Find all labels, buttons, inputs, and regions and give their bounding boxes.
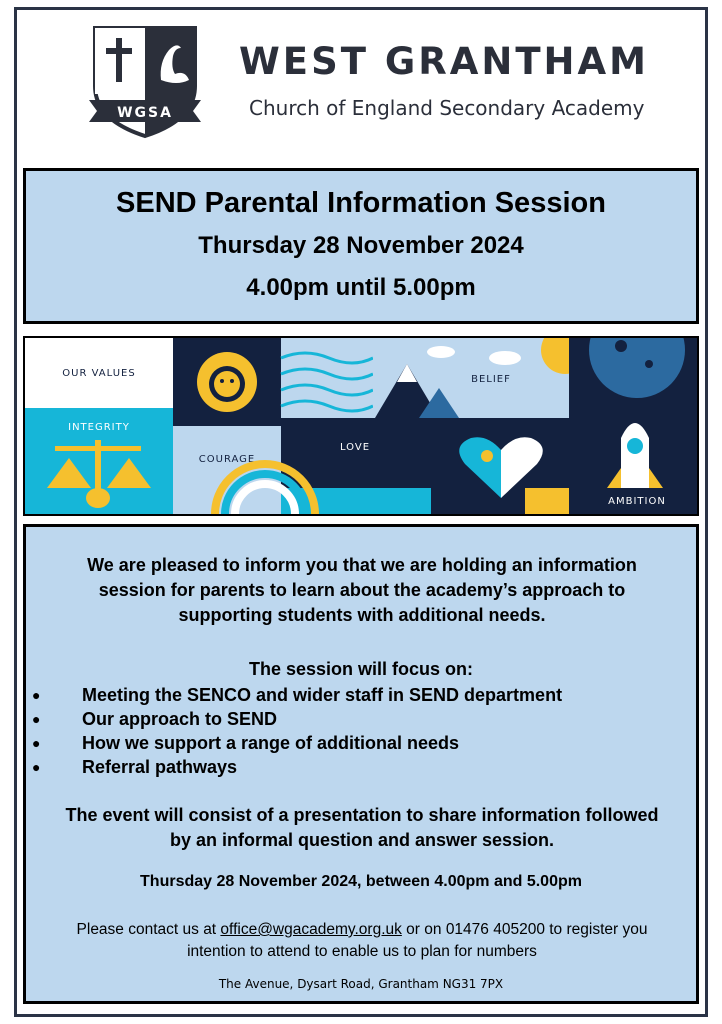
bullet-icon: ● [32, 759, 41, 775]
school-subtitle: Church of England Secondary Academy [249, 96, 645, 120]
values-banner [23, 336, 699, 516]
list-item: ● How we support a range of additional needs [32, 733, 460, 753]
courage-label: COURAGE [198, 454, 256, 465]
contact-text: Please contact us at office@wgacademy.org.uk or on 01476 405200 to register you intention to attend to enable us to plan for numbers [76, 921, 648, 960]
our-values-label: OUR VALUES [62, 368, 136, 379]
school-crest-logo [89, 24, 201, 140]
session-heading: SEND Parental Information Session [116, 187, 606, 219]
session-time: 4.00pm until 5.00pm [246, 274, 476, 301]
event-description: The event will consist of a presentation to share information followed by an informal question and answer session. [65, 805, 659, 850]
information-box [23, 524, 699, 1004]
list-item: ● Our approach to SEND [32, 709, 278, 729]
lion-icon [197, 352, 257, 412]
belief-label: BELIEF [471, 374, 511, 385]
school-address: The Avenue, Dysart Road, Grantham NG31 7PX [218, 977, 504, 991]
focus-title: The session will focus on: [248, 659, 474, 679]
focus-list [26, 683, 696, 779]
flyer-page [14, 7, 708, 1017]
header [17, 10, 705, 160]
integrity-label: INTEGRITY [68, 422, 130, 433]
love-label: LOVE [339, 442, 371, 453]
email-link[interactable]: office@wgacademy.org.uk [220, 921, 402, 938]
values-illustration [25, 338, 697, 514]
bullet-icon: ● [32, 711, 41, 727]
ambition-label: AMBITION [608, 496, 666, 507]
crest-text: WGSA [117, 105, 173, 121]
bullet-icon: ● [32, 735, 41, 751]
bullet-icon: ● [32, 687, 41, 703]
intro-paragraph: We are pleased to inform you that we are holding an information session for parents to learn about the academy’s approach to supporting students with additional needs. [87, 555, 637, 625]
session-title-box [23, 168, 699, 324]
session-date: Thursday 28 November 2024 [198, 232, 524, 259]
list-item: ● Referral pathways [32, 757, 238, 777]
event-datetime: Thursday 28 November 2024, between 4.00pm and 5.00pm [140, 873, 582, 890]
list-item: ● Meeting the SENCO and wider staff in SEND department [32, 685, 563, 705]
school-name: WEST GRANTHAM [239, 40, 649, 83]
